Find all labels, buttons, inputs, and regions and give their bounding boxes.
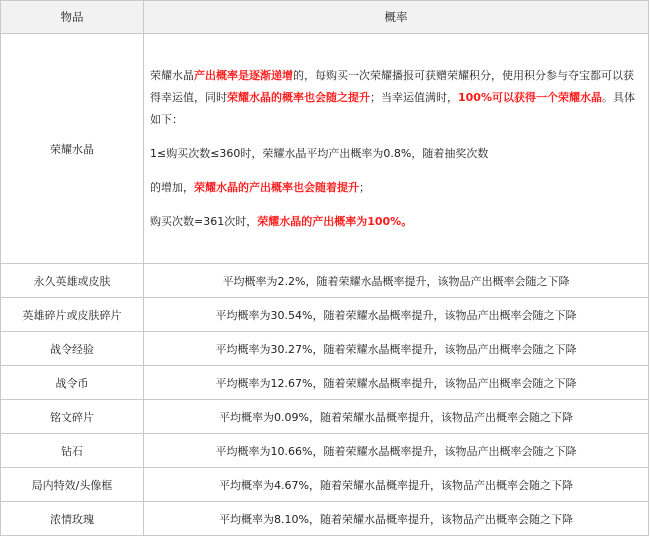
- item-probability: 平均概率为30.54%，随着荣耀水晶概率提升，该物品产出概率会随之下降: [144, 298, 649, 332]
- text-span: ；当幸运值满时，: [370, 90, 458, 104]
- text-span: 荣耀水晶: [150, 68, 194, 82]
- table-row: [1, 332, 649, 366]
- item-name: 荣耀水晶: [1, 34, 144, 264]
- header-item: 物品: [1, 1, 144, 34]
- table-row: [1, 400, 649, 434]
- item-probability: 平均概率为4.67%，随着荣耀水晶概率提升，该物品产出概率会随之下降: [144, 468, 649, 502]
- description-paragraph: [150, 177, 642, 199]
- item-name: 战令币: [1, 366, 144, 400]
- item-name: 战令经验: [1, 332, 144, 366]
- item-name: 钻石: [1, 434, 144, 468]
- table-row: [1, 366, 649, 400]
- item-name: 铭文碎片: [1, 400, 144, 434]
- item-probability: 平均概率为12.67%，随着荣耀水晶概率提升，该物品产出概率会随之下降: [144, 366, 649, 400]
- table-row: [1, 502, 649, 536]
- table-row: [1, 434, 649, 468]
- item-probability: 平均概率为10.66%，随着荣耀水晶概率提升，该物品产出概率会随之下降: [144, 434, 649, 468]
- item-name: 局内特效/头像框: [1, 468, 144, 502]
- table-row: [1, 468, 649, 502]
- item-name: 英雄碎片或皮肤碎片: [1, 298, 144, 332]
- highlight-text: 荣耀水晶的概率也会随之提升: [227, 90, 370, 104]
- table-row: [1, 298, 649, 332]
- item-name: 永久英雄或皮肤: [1, 264, 144, 298]
- table-row: [1, 34, 649, 264]
- text-span: ；: [359, 180, 370, 194]
- text-span: 。具体如下：: [150, 90, 635, 126]
- table-row: [1, 264, 649, 298]
- item-probability: 平均概率为2.2%，随着荣耀水晶概率提升，该物品产出概率会随之下降: [144, 264, 649, 298]
- highlight-text: 100%可以获得一个荣耀水晶: [458, 90, 602, 104]
- item-probability: 平均概率为30.27%，随着荣耀水晶概率提升，该物品产出概率会随之下降: [144, 332, 649, 366]
- text-span: 的增加，: [150, 180, 194, 194]
- text-span: 的，每购买一次荣耀播报可获赠荣耀积分，使用积分参与夺宝都可以获得幸运值，同时: [150, 68, 634, 104]
- item-name: 浓情玫瑰: [1, 502, 144, 536]
- description-paragraph: [150, 211, 642, 233]
- header-probability: 概率: [144, 1, 649, 34]
- description-paragraph: 1≤购买次数≤360时，荣耀水晶平均产出概率为0.8%，随着抽奖次数: [150, 146, 489, 160]
- description-paragraph: [150, 65, 642, 131]
- text-span: 购买次数=361次时，: [150, 214, 258, 228]
- highlight-text: 荣耀水晶的产出概率也会随着提升: [194, 180, 359, 194]
- item-description: [144, 34, 649, 264]
- item-probability: 平均概率为0.09%，随着荣耀水晶概率提升，该物品产出概率会随之下降: [144, 400, 649, 434]
- highlight-text: 荣耀水晶的产出概率为100%。: [257, 214, 413, 228]
- item-probability: 平均概率为8.10%，随着荣耀水晶概率提升，该物品产出概率会随之下降: [144, 502, 649, 536]
- header-row: [1, 1, 649, 34]
- highlight-text: 产出概率是逐渐递增: [194, 68, 293, 82]
